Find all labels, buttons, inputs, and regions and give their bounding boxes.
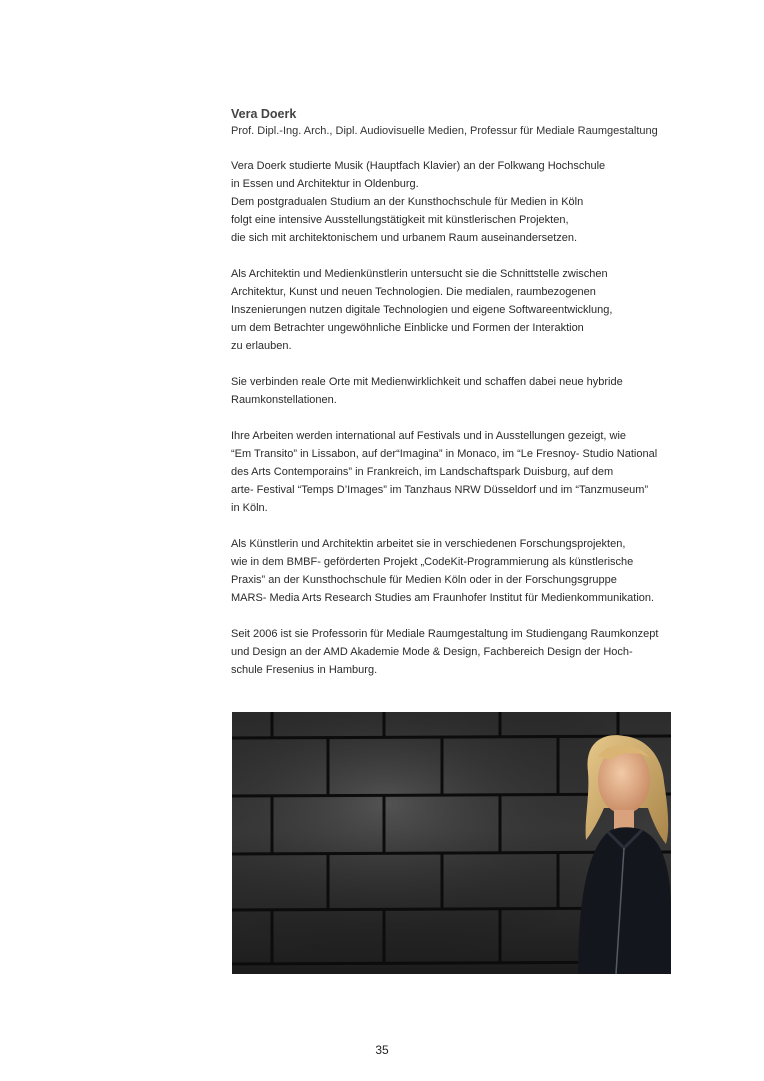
text-line: wie in dem BMBF- geförderten Projekt „CodeKit-Programmierung als künstlerische	[231, 556, 634, 568]
text-line: des Arts Contemporains” in Frankreich, im Landschaftspark Duisburg, auf dem	[231, 466, 614, 478]
page-number: 35	[375, 1043, 389, 1057]
text-line: folgt eine intensive Ausstellungstätigkeit mit künstlerischen Projekten,	[231, 214, 569, 226]
text-line: Ihre Arbeiten werden international auf Festivals und in Ausstellungen gezeigt, wie	[231, 430, 627, 442]
paragraph-research-focus	[231, 265, 691, 355]
paragraph-hybrid-spaces	[231, 373, 691, 409]
paragraph-studies	[231, 157, 691, 247]
person-title: Prof. Dipl.-Ing. Arch., Dipl. Audiovisuelle Medien, Professur für Mediale Raumgestaltung	[231, 125, 658, 137]
text-line: um dem Betrachter ungewöhnliche Einblicke und Formen der Interaktion	[231, 322, 584, 334]
text-line: Dem postgradualen Studium an der Kunsthochschule für Medien in Köln	[231, 196, 584, 208]
paragraph-professorship	[231, 625, 691, 679]
paragraph-exhibitions	[231, 427, 691, 517]
paragraph-research-projects	[231, 535, 691, 607]
text-line: Vera Doerk studierte Musik (Hauptfach Klavier) an der Folkwang Hochschule	[231, 160, 606, 172]
person-name: Vera Doerk	[231, 107, 297, 121]
text-line: Inszenierungen nutzen digitale Technologien und eigene Softwareentwicklung,	[231, 304, 613, 316]
text-line: MARS- Media Arts Research Studies am Fraunhofer Institut für Medienkommunikation.	[231, 592, 655, 604]
text-line: “Em Transito” in Lissabon, auf der“Imagina” in Monaco, im “Le Fresnoy- Studio National	[231, 448, 658, 460]
text-line: Praxis” an der Kunsthochschule für Medien Köln oder in der Forschungsgruppe	[231, 574, 617, 586]
biography-text	[231, 106, 691, 697]
text-line: Raumkonstellationen.	[231, 394, 337, 406]
text-line: in Köln.	[231, 502, 268, 514]
text-line: Als Architektin und Medienkünstlerin untersucht sie die Schnittstelle zwischen	[231, 268, 608, 280]
text-line: Architektur, Kunst und neuen Technologien. Die medialen, raumbezogenen	[231, 286, 596, 298]
text-line: in Essen und Architektur in Oldenburg.	[231, 178, 419, 190]
text-line: Seit 2006 ist sie Professorin für Mediale Raumgestaltung im Studiengang Raumkonzept	[231, 628, 659, 640]
portrait-photo-image	[232, 712, 671, 974]
text-line: zu erlauben.	[231, 340, 292, 352]
text-line: und Design an der AMD Akademie Mode & Design, Fachbereich Design der Hoch-	[231, 646, 633, 658]
portrait-photo	[232, 712, 671, 974]
text-line: schule Fresenius in Hamburg.	[231, 664, 378, 676]
text-line: arte- Festival “Temps D’Images” im Tanzhaus NRW Düsseldorf und im “Tanzmuseum”	[231, 484, 649, 496]
text-line: die sich mit architektonischem und urbanem Raum auseinandersetzen.	[231, 232, 578, 244]
text-line: Sie verbinden reale Orte mit Medienwirklichkeit und schaffen dabei neue hybride	[231, 376, 623, 388]
text-line: Als Künstlerin und Architektin arbeitet sie in verschiedenen Forschungsprojekten,	[231, 538, 626, 550]
